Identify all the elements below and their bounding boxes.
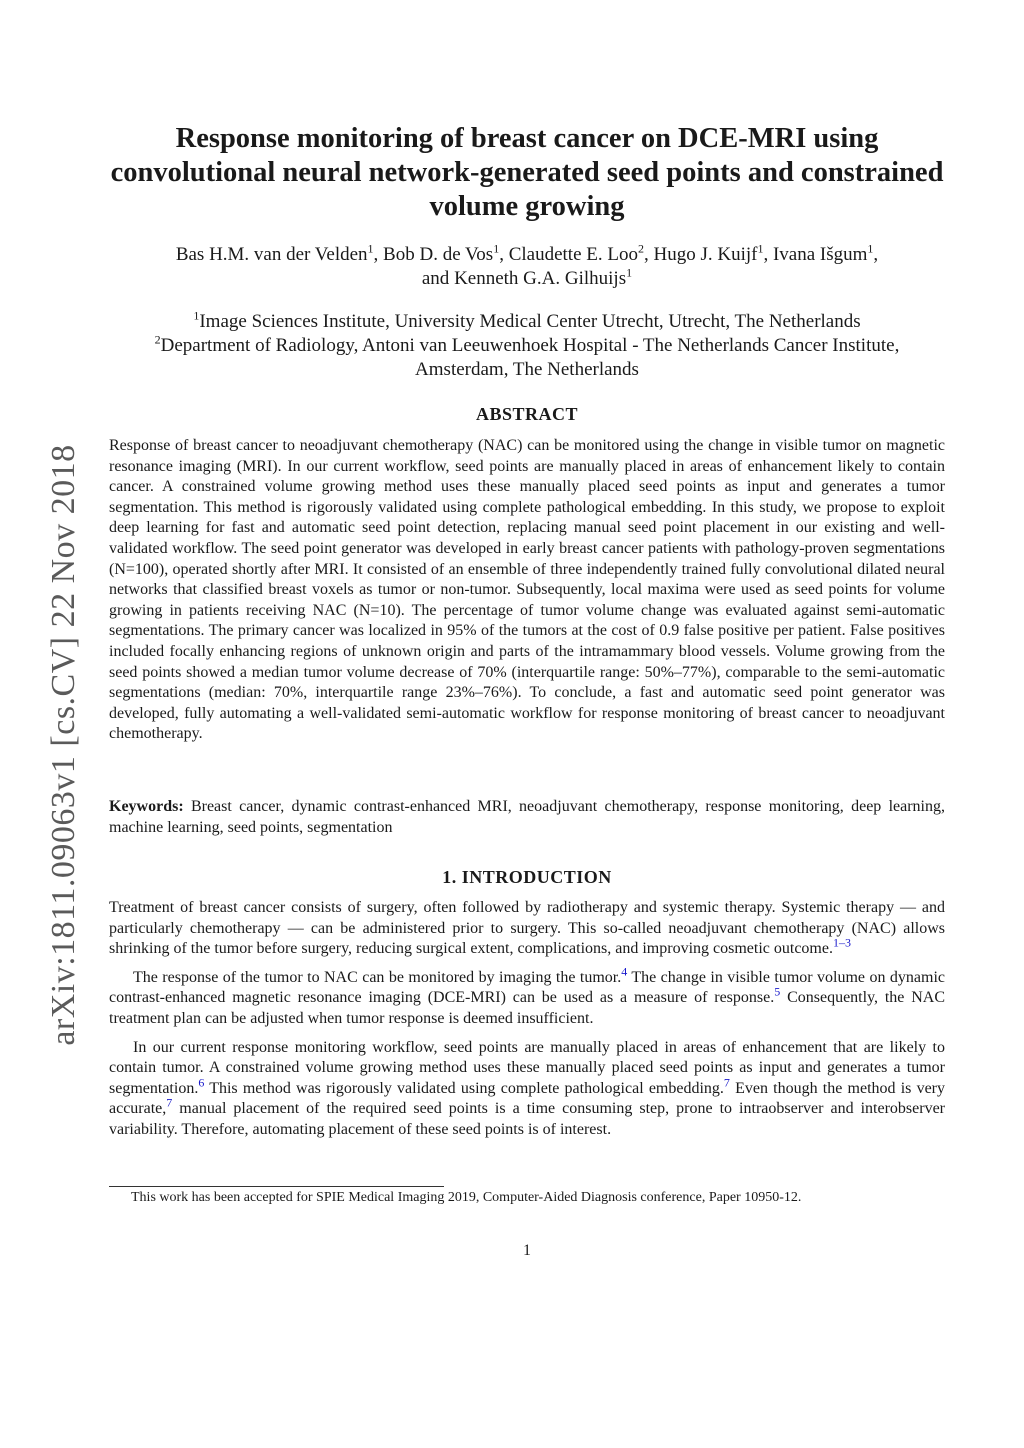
author-name: Kenneth G.A. Gilhuijs — [454, 268, 627, 289]
paragraph — [109, 1038, 945, 1141]
footnote: This work has been accepted for SPIE Medical Imaging 2019, Computer-Aided Diagnosis conference, Paper 10950-12. — [131, 1190, 802, 1205]
paragraph-text: The response of the tumor to NAC can be monitored by imaging the tumor. — [133, 968, 622, 986]
keywords-text: Breast cancer, dynamic contrast-enhanced MRI, neoadjuvant chemotherapy, response monitoring, deep learning, machine learning, seed points, segmentation — [109, 798, 945, 836]
author-separator: , — [763, 244, 773, 265]
affiliation-1 — [109, 310, 945, 334]
author-line-1 — [109, 243, 945, 267]
author-affil-sup: 1 — [493, 241, 500, 256]
citation-link[interactable]: 7 — [166, 1096, 173, 1111]
author-conjunction: and — [421, 268, 455, 289]
abstract-body: Response of breast cancer to neoadjuvant chemotherapy (NAC) can be monitored using the change in visible tumor on magnetic resonance imaging (MRI). In our current workflow, seed points are manually placed in areas of enhancement likely to contain cancer. A constrained volume growing method uses these manually placed seed points as input and generates a tumor segmentation. This method is rigorously validated using complete pathological embedding. In this study, we propose to exploit deep learning for fast and automatic seed point detection, replacing manual seed point placement in our existing and well-validated workflow. The seed point generator was developed in early breast cancer patients with pathology-proven segmentations (N=100), operated shortly after MRI. It consisted of an ensemble of three independently trained fully convolutional dilated neural networks that classified breast voxels as tumor or non-tumor. Subsequently, local maxima were used as seed points for volume growing in patients receiving NAC (N=10). The percentage of tumor volume change was evaluated against semi-automatic segmentations. The primary cancer was localized in 95% of the tumors at the cost of 0.9 false positive per patient. False positives included focally enhancing regions of unknown origin and parts of the intramammary blood vessels. Volume growing from the seed points showed a median tumor volume decrease of 70% (interquartile range: 50%–77%), comparable to the semi-automatic segmentations (median: 70%, interquartile range 23%–76%). To conclude, a fast and automatic seed point generator was developed, fully automating a well-validated semi-automatic workflow for response monitoring of breast cancer to neoadjuvant chemotherapy. — [109, 437, 945, 743]
author-separator: , — [643, 244, 654, 265]
author-line-2 — [109, 267, 945, 291]
paragraph-text: manual placement of the required seed points is a time consuming step, prone to intraobserver and interobserver variability. Therefore, automating placement of these seed points is of interest. — [109, 1100, 945, 1138]
arxiv-identifier-stamp: arXiv:1811.09063v1 [cs.CV] 22 Nov 2018 — [45, 444, 82, 1046]
keywords-label: Keywords: — [109, 798, 184, 815]
author-name: Bob D. de Vos — [383, 244, 494, 265]
citation-link[interactable]: 5 — [774, 985, 781, 1000]
footnote-rule — [109, 1186, 444, 1187]
affiliation-2 — [109, 334, 945, 382]
affiliation-text: Department of Radiology, Antoni van Leeuwenhoek Hospital - The Netherlands Cancer Institute, Amsterdam, The Netherlands — [160, 335, 900, 380]
introduction-body — [109, 898, 945, 1149]
affiliation-text: Image Sciences Institute, University Medical Center Utrecht, Utrecht, The Netherlands — [199, 311, 861, 332]
author-name: Hugo J. Kuijf — [653, 244, 758, 265]
author-affil-sup: 1 — [626, 265, 633, 280]
citation-link[interactable]: 4 — [621, 964, 628, 979]
section-heading-introduction: 1. INTRODUCTION — [442, 867, 612, 887]
citation-link[interactable]: 1–3 — [832, 935, 851, 950]
paragraph — [109, 898, 945, 960]
paragraph-text: The change in visible tumor volume on dynamic contrast-enhanced magnetic resonance imaging (DCE-MRI) can be used as a measure of response. — [109, 968, 945, 1007]
author-name: Bas H.M. van der Velden — [175, 244, 368, 265]
author-list — [109, 243, 945, 291]
paragraph-text: Treatment of breast cancer consists of surgery, often followed by radiotherapy and systemic therapy. Systemic therapy — and particularly chemotherapy — can be administered prior to surgery. This so-called neoadjuvant chemotherapy (NAC) allows shrinking of the tumor before surgery, reducing surgical extent, complications, and improving cosmetic outcome. — [109, 899, 945, 958]
author-name: Ivana Išgum — [772, 244, 868, 265]
author-separator: , — [873, 244, 879, 265]
affiliations — [109, 310, 945, 382]
keywords — [109, 797, 945, 838]
author-separator: , — [373, 244, 384, 265]
affiliation-sup: 1 — [193, 308, 200, 323]
author-affil-sup: 1 — [867, 241, 874, 256]
paragraph-text: This method was rigorously validated using complete pathological embedding. — [204, 1079, 724, 1097]
abstract-heading: ABSTRACT — [475, 404, 579, 424]
paragraph-text: Consequently, the NAC treatment plan can be adjusted when tumor response is deemed insufficient. — [109, 989, 946, 1027]
author-affil-sup: 2 — [637, 241, 644, 256]
author-affil-sup: 1 — [367, 241, 374, 256]
author-separator: , — [499, 244, 509, 265]
paragraph — [109, 964, 946, 1030]
affiliation-sup: 2 — [154, 332, 161, 347]
author-name: Claudette E. Loo — [508, 244, 638, 265]
paragraph-text: Even though the method is very accurate, — [109, 1079, 945, 1118]
paragraph-text: In our current response monitoring workflow, seed points are manually placed in areas of enhancement that are likely to contain tumor. A constrained volume growing method uses these manually placed seed points as input and generates a tumor segmentation. — [109, 1038, 945, 1097]
page-number: 1 — [523, 1242, 531, 1259]
paper-title: Response monitoring of breast cancer on DCE-MRI using convolutional neural network-generated seed points and constrained volume growing — [110, 123, 944, 222]
citation-link[interactable]: 6 — [198, 1075, 205, 1090]
citation-link[interactable]: 7 — [723, 1075, 730, 1090]
author-affil-sup: 1 — [757, 241, 764, 256]
